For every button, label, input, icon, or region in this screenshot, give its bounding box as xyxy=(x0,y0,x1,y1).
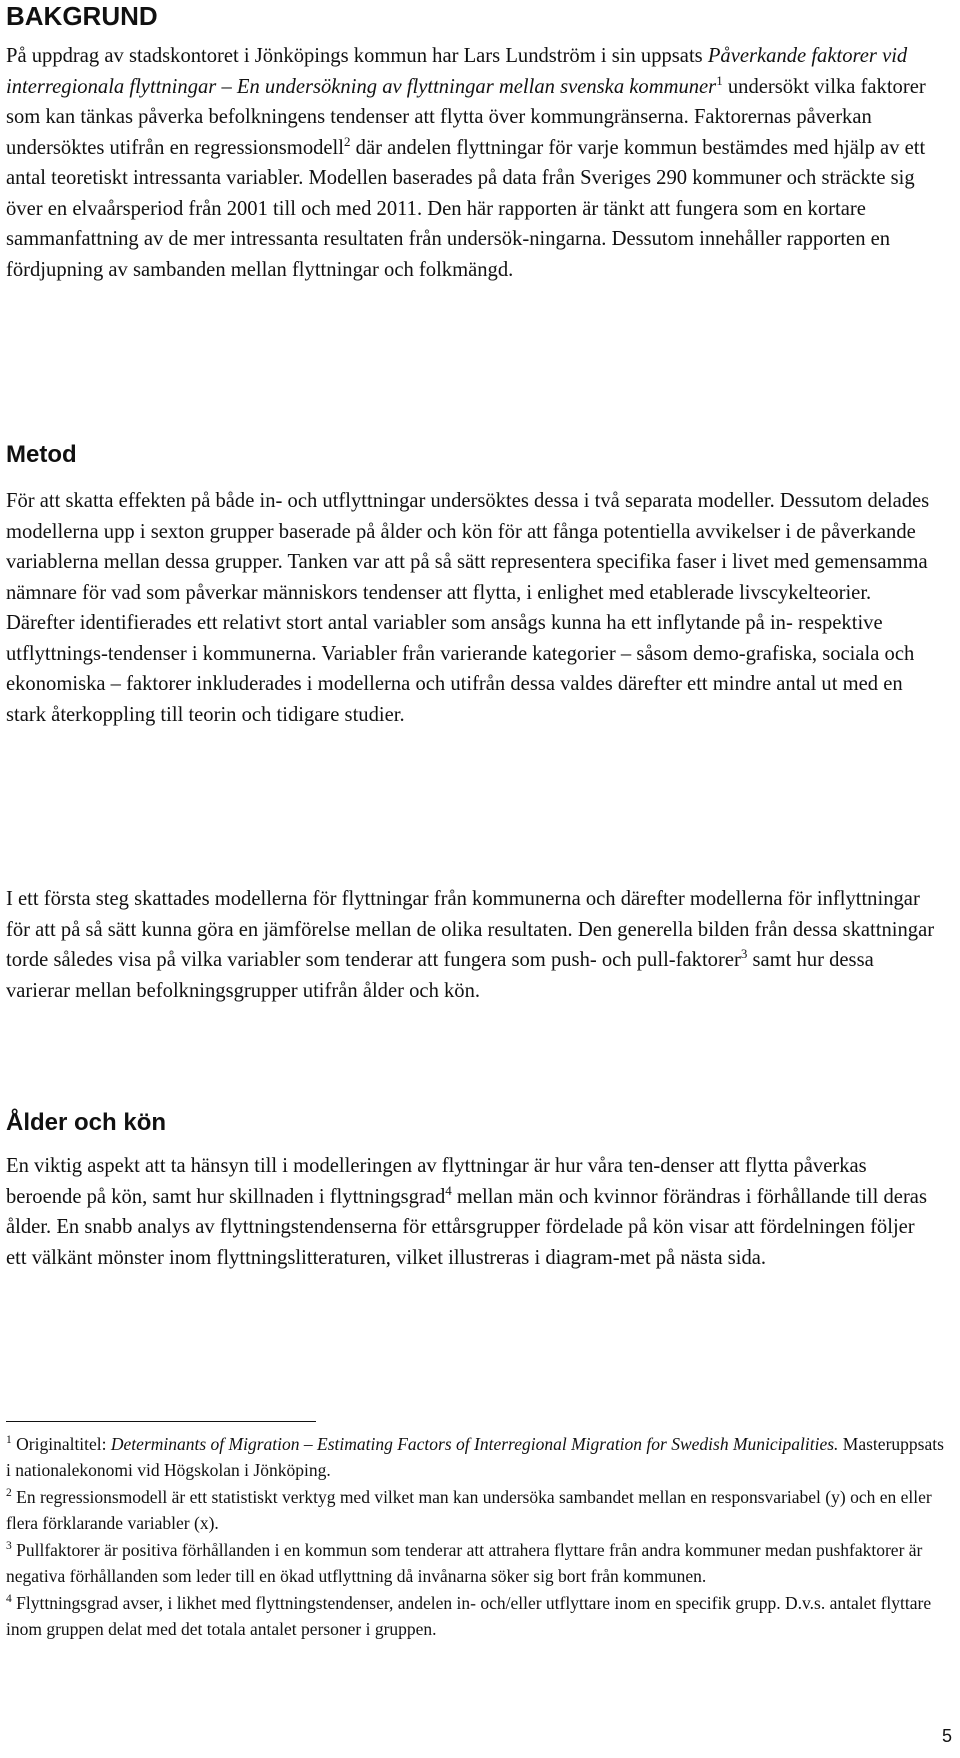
footnote-ref-1[interactable]: 1 xyxy=(716,72,723,88)
footnote-3 xyxy=(6,1538,946,1589)
footnotes xyxy=(6,1432,946,1644)
page-number: 5 xyxy=(941,1726,952,1746)
footnote-ref-3[interactable]: 3 xyxy=(740,946,748,961)
footnote-2 xyxy=(6,1485,946,1536)
footnote-ref-4[interactable]: 4 xyxy=(445,1182,452,1198)
footnote-divider xyxy=(6,1421,316,1422)
section-heading-metod: Metod xyxy=(6,441,77,468)
footnote-number: 2 xyxy=(6,1487,12,1499)
thesis-title: Påverkande faktorer vid interregionala flyttningar – En undersökning av flyttningar mellan svenska kommuner xyxy=(6,45,908,98)
footnote-ref-2[interactable]: 2 xyxy=(344,133,351,149)
text: mellan män och kvinnor förändras i förhållande till deras ålder. En snabb analys av flyttningstendenserna för ettårsgrupper fördelade på kön visar att fördelningen följer ett välkänt mönster inom flyttningslitteraturen, vilket illustreras i diagram-met på nästa sida. xyxy=(6,1185,927,1269)
original-title: Determinants of Migration – Estimating Factors of Interregional Migration for Swedish Municipalities. xyxy=(110,1434,839,1454)
text: En regressionsmodell är ett statistiskt verktyg med vilket man kan undersöka sambandet mellan en responsvariabel (y) och en eller flera förklarande variabler (x). xyxy=(6,1487,932,1533)
paragraph-metod-2 xyxy=(6,884,938,1006)
text: samt hur dessa varierar mellan befolkningsgrupper utifrån ålder och kön. xyxy=(6,949,874,1002)
paragraph-metod-1: För att skatta effekten på både in- och utflyttningar undersöktes dessa i två separata modeller. Dessutom delades modellerna upp i sexton grupper baserade på ålder och kön för att fånga potentiella avvikelser i de påverkande variablerna mellan dessa grupper. Tanken var att på så sätt representera specifika faser i livet med gemensamma nämnare för vad som påverkar människors tendenser att flytta, i enlighet med etablerade livscykelteorier. Därefter identifierades ett relativt stort antal variabler som ansågs kunna ha ett inflytande på in- respektive utflyttnings-tendenser i kommunerna. Variabler från varierande kategorier – såsom demo-grafiska, sociala och ekonomiska – faktorer inkluderades i modellerna och utifrån dessa valdes därefter ett mindre antal ut med en stark återkoppling till teorin och tidigare studier. xyxy=(6,490,930,726)
section-heading-bakgrund: BAKGRUND xyxy=(6,1,158,31)
footnote-1 xyxy=(6,1432,946,1483)
text: En viktig aspekt att ta hänsyn till i modelleringen av flyttningar är hur våra ten-denser att flytta påverkas beroende på kön, samt hur skillnaden i flyttningsgrad xyxy=(6,1155,867,1208)
text: I ett första steg skattades modellerna för flyttningar från kommunerna och därefter modellerna för inflyttningar för att på så sätt kunna göra en jämförelse mellan de olika resultaten. Den generella bilden från dessa skattningar torde således visa på vilka variabler som tenderar att fungera som push- och pull-faktorer xyxy=(6,888,935,971)
text: Flyttningsgrad avser, i likhet med flyttningstendenser, andelen in- och/eller utflyttare inom en specifik grupp. D.v.s. antalet flyttare inom gruppen delat med det totala antalet personer i gruppen. xyxy=(6,1593,932,1639)
text: Originaltitel: xyxy=(11,1434,111,1454)
paragraph-bakgrund xyxy=(6,41,938,285)
footnote-number: 3 xyxy=(6,1540,12,1552)
footnote-number: 4 xyxy=(6,1593,12,1605)
paragraph-alder-och-kon xyxy=(6,1151,938,1273)
text: Masteruppsats i nationalekonomi vid Högskolan i Jönköping. xyxy=(6,1434,944,1480)
footnote-number: 1 xyxy=(6,1434,12,1446)
text: där andelen flyttningar för varje kommun bestämdes med hjälp av ett antal teoretiskt intressanta variabler. Modellen baserades på data från Sveriges 290 kommuner och sträckte sig över en elvaårsperiod från 2001 till och med 2011. Den här rapporten är tänkt att fungera som en kortare sammanfattning av de mer intressanta resultaten från undersök-ningarna. Dessutom innehåller rapporten en fördjupning av sambanden mellan flyttningar och folkmängd. xyxy=(6,136,926,281)
footnote-4 xyxy=(6,1591,946,1642)
text: På uppdrag av stadskontoret i Jönköpings kommun har Lars Lundström i sin uppsats xyxy=(6,45,708,67)
text: undersökt vilka faktorer som kan tänkas påverka befolkningens tendenser att flytta över kommungränserna. Faktorernas påverkan undersöktes utifrån en regressionsmodell xyxy=(6,75,926,159)
text: Pullfaktorer är positiva förhållanden i en kommun som tenderar att attrahera flyttare från andra kommuner medan pushfaktorer är negativa förhållanden som leder till en ökad utflyttning då invånarna söker sig bort från kommunen. xyxy=(6,1540,923,1586)
section-heading-alder-och-kon: Ålder och kön xyxy=(6,1109,167,1136)
